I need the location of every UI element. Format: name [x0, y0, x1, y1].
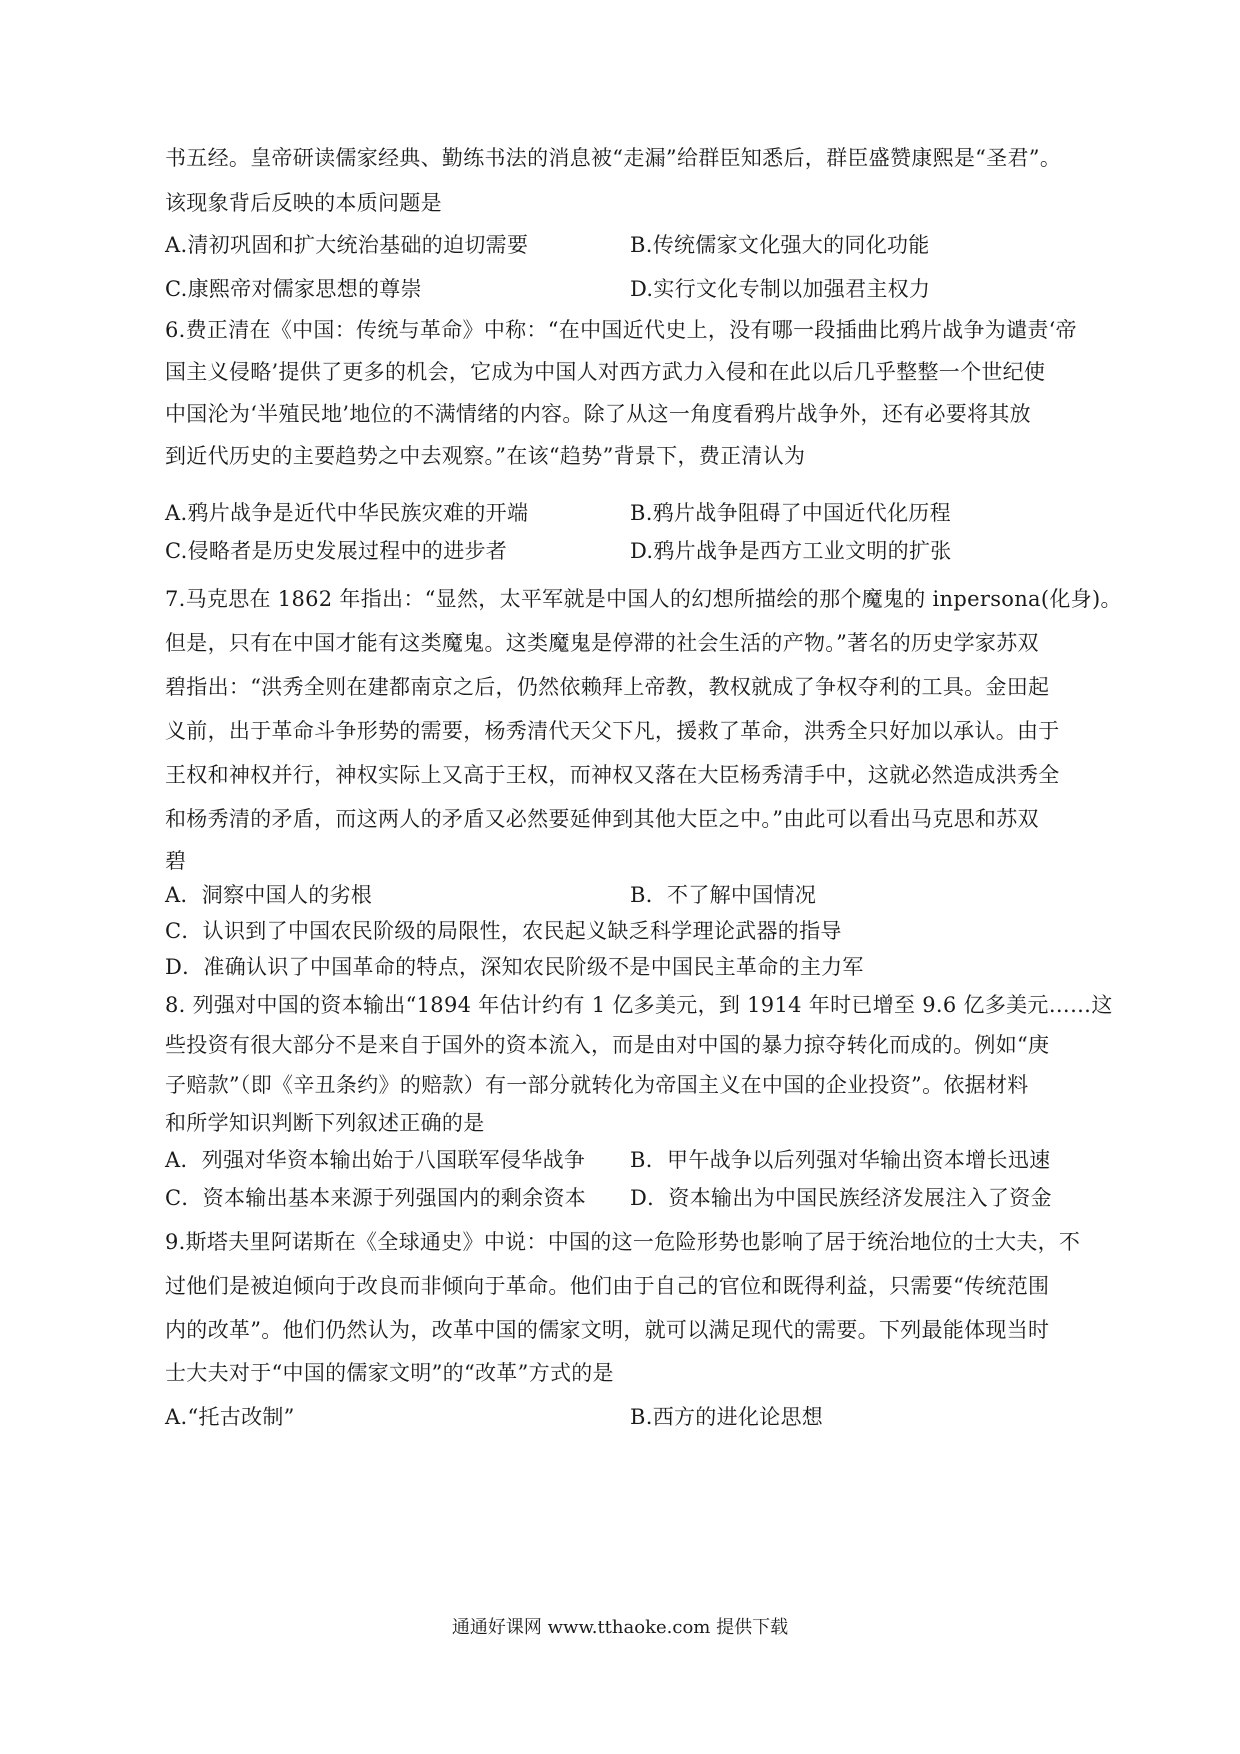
q6-stem-line: 6.费正清在《中国：传统与革命》中称：“在中国近代史上，没有哪一段插曲比鸦片战争为谴责‘帝 [165, 318, 1077, 342]
q6-option-b: B.鸦片战争阻碍了中国近代化历程 [630, 501, 951, 525]
q7-option-b: B．不了解中国情况 [630, 883, 817, 907]
q5-option-c: C.康熙帝对儒家思想的尊崇 [165, 277, 422, 301]
q7-stem-line: 和杨秀清的矛盾，而这两人的矛盾又必然要延伸到其他大臣之中。”由此可以看出马克思和苏双 [165, 807, 1039, 831]
q8-stem-line: 和所学知识判断下列叙述正确的是 [165, 1111, 485, 1135]
q8-stem-line: 些投资有很大部分不是来自于国外的资本流入，而是由对中国的暴力掠夺转化而成的。例如“庚 [165, 1033, 1050, 1057]
q7-option-d: D．准确认识了中国革命的特点，深知农民阶级不是中国民主革命的主力军 [165, 955, 864, 979]
q5-option-b: B.传统儒家文化强大的同化功能 [630, 233, 930, 257]
q6-option-c: C.侵略者是历史发展过程中的进步者 [165, 539, 508, 563]
q8-stem-line: 子赔款”（即《辛丑条约》的赔款）有一部分就转化为帝国主义在中国的企业投资”。依据材料 [165, 1073, 1029, 1097]
q6-stem-line: 到近代历史的主要趋势之中去观察。”在该“趋势”背景下，费正清认为 [165, 444, 806, 468]
q6-stem-line: 国主义侵略’提供了更多的机会，它成为中国人对西方武力入侵和在此以后几乎整整一个世纪使 [165, 360, 1046, 384]
page-footer: 通通好课网 www.tthaoke.com 提供下载 [451, 1617, 789, 1638]
q8-stem-line: 8. 列强对中国的资本输出“1894 年估计约有 1 亿多美元，到 1914 年时已增至 9.6 亿多美元……这 [165, 993, 1113, 1017]
q5-option-d: D.实行文化专制以加强君主权力 [630, 277, 931, 301]
q7-option-a: A．洞察中国人的劣根 [165, 883, 373, 907]
q7-stem-line: 义前，出于革命斗争形势的需要，杨秀清代天父下凡，援救了革命，洪秀全只好加以承认。由于 [165, 719, 1060, 743]
q9-stem-line: 9.斯塔夫里阿诺斯在《全球通史》中说：中国的这一危险形势也影响了居于统治地位的士大夫，不 [165, 1230, 1081, 1254]
q8-option-b: B．甲午战争以后列强对华输出资本增长迅速 [630, 1148, 1051, 1172]
q8-option-c: C．资本输出基本来源于列强国内的剩余资本 [165, 1186, 587, 1210]
q7-stem-line: 碧 [165, 849, 187, 873]
q6-stem-line: 中国沦为‘半殖民地’地位的不满情绪的内容。除了从这一角度看鸦片战争外，还有必要将其放 [165, 402, 1031, 426]
q7-stem-line: 碧指出：“洪秀全则在建都南京之后，仍然依赖拜上帝教，教权就成了争权夺利的工具。金田起 [165, 675, 1050, 699]
q9-option-b: B.西方的进化论思想 [630, 1405, 824, 1429]
q6-option-a: A.鸦片战争是近代中华民族灾难的开端 [165, 501, 529, 525]
q5-option-a: A.清初巩固和扩大统治基础的迫切需要 [165, 233, 529, 257]
q9-stem-line: 士大夫对于“中国的儒家文明”的“改革”方式的是 [165, 1361, 614, 1385]
q7-stem-line: 但是，只有在中国才能有这类魔鬼。这类魔鬼是停滞的社会生活的产物。”著名的历史学家苏双 [165, 631, 1039, 655]
q5-stem-line: 书五经。皇帝研读儒家经典、勤练书法的消息被“走漏”给群臣知悉后，群臣盛赞康熙是“圣君”。 [165, 146, 1062, 170]
q5-stem-line: 该现象背后反映的本质问题是 [165, 191, 442, 215]
q7-stem-line: 王权和神权并行，神权实际上又高于王权，而神权又落在大臣杨秀清手中，这就必然造成洪秀全 [165, 763, 1060, 787]
q6-option-d: D.鸦片战争是西方工业文明的扩张 [630, 539, 952, 563]
q9-stem-line: 过他们是被迫倾向于改良而非倾向于革命。他们由于自己的官位和既得利益，只需要“传统范围 [165, 1274, 1050, 1298]
q7-stem-line: 7.马克思在 1862 年指出：“显然，太平军就是中国人的幻想所描绘的那个魔鬼的 inpersona(化身)。 [165, 587, 1122, 611]
q9-stem-line: 内的改革”。他们仍然认为，改革中国的儒家文明，就可以满足现代的需要。下列最能体现当时 [165, 1318, 1050, 1342]
q8-option-a: A．列强对华资本输出始于八国联军侵华战争 [165, 1148, 586, 1172]
q7-option-c: C．认识到了中国农民阶级的局限性，农民起义缺乏科学理论武器的指导 [165, 919, 842, 943]
q9-option-a: A.“托古改制” [165, 1405, 295, 1429]
q8-option-d: D．资本输出为中国民族经济发展注入了资金 [630, 1186, 1052, 1210]
